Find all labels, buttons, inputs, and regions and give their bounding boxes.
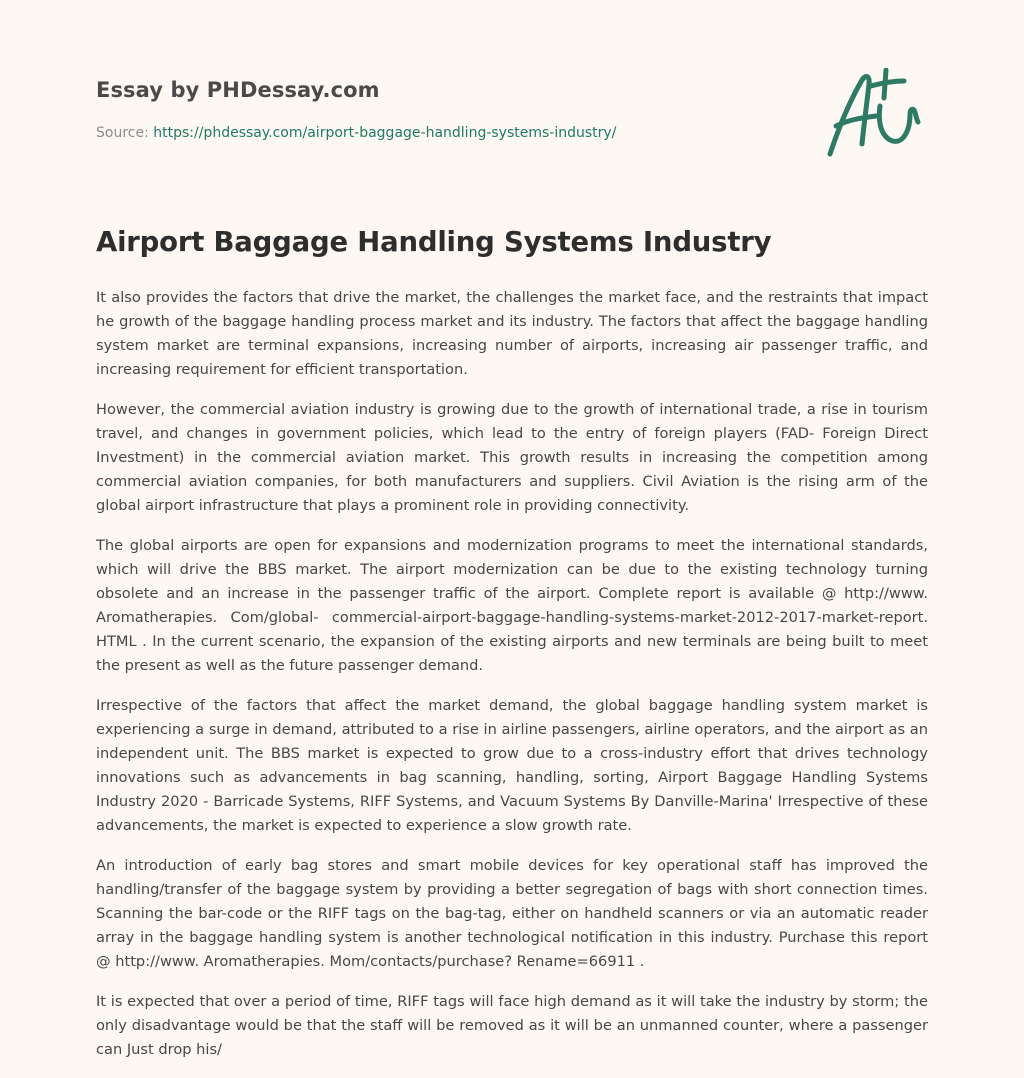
- article-paragraph: Irrespective of the factors that affect the market demand, the global baggage handling system market is experiencing a surge in demand, attributed to a rise in airline passengers, airline operators, and the airport as an independent unit. The BBS market is expected to grow due to a cross-industry effort that drives technology innovations such as advancements in bag scanning, handling, sorting, Airport Baggage Handling Systems Industry 2020 - Barricade Systems, RIFF Systems, and Vacuum Systems By Danville-Marina' Irrespective of these advancements, the market is expected to experience a slow growth rate.: [96, 697, 928, 834]
- article-paragraph: It is expected that over a period of time, RIFF tags will face high demand as it will take the industry by storm; the only disadvantage would be that the staff will be removed as it will be an unmanned counter, where a passenger can Just drop his/: [96, 993, 928, 1058]
- article-paragraph: It also provides the factors that drive the market, the challenges the market face, and the restraints that impact he growth of the baggage handling process market and its industry. The factors that affect the baggage handling system market are terminal expansions, increasing number of airports, increasing air passenger traffic, and increasing requirement for efficient transportation.: [96, 289, 928, 378]
- source-link[interactable]: https://phdessay.com/airport-baggage-handling-systems-industry/: [153, 125, 617, 141]
- article-title: Airport Baggage Handling Systems Industry: [96, 226, 772, 258]
- source-label: Source:: [96, 125, 149, 141]
- article-paragraph: The global airports are open for expansions and modernization programs to meet the international standards, which will drive the BBS market. The airport modernization can be due to the existing technology turning obsolete and an increase in the passenger traffic of the airport. Complete report is available @ http://www. Aromatherapies. Com/global- commercial-airport-baggage-handling-systems-market-2012-2017-market-report. HTML . In the current scenario, the expansion of the existing airports and new terminals are being built to meet the present as well as the future passenger demand.: [96, 537, 928, 674]
- site-brand: Essay by PHDessay.com: [96, 78, 380, 102]
- article-body: [96, 286, 928, 1078]
- a-plus-grade-icon: [824, 68, 924, 162]
- page-header: [96, 74, 926, 174]
- article-paragraph: An introduction of early bag stores and smart mobile devices for key operational staff has improved the handling/transfer of the baggage system by providing a better segregation of bags with short connection times. Scanning the bar-code or the RIFF tags on the bag-tag, either on handheld scanners or via an automatic reader array in the baggage handling system is another technological notification in this industry. Purchase this report @ http://www. Aromatherapies. Mom/contacts/purchase? Rename=66911 .: [96, 857, 928, 970]
- source-line: [96, 125, 616, 141]
- article-paragraph: However, the commercial aviation industry is growing due to the growth of international trade, a rise in tourism travel, and changes in government policies, which lead to the entry of foreign players (FAD- Foreign Direct Investment) in the commercial aviation market. This growth results in increasing the competition among commercial aviation companies, for both manufacturers and suppliers. Civil Aviation is the rising arm of the global airport infrastructure that plays a prominent role in providing connectivity.: [96, 401, 928, 514]
